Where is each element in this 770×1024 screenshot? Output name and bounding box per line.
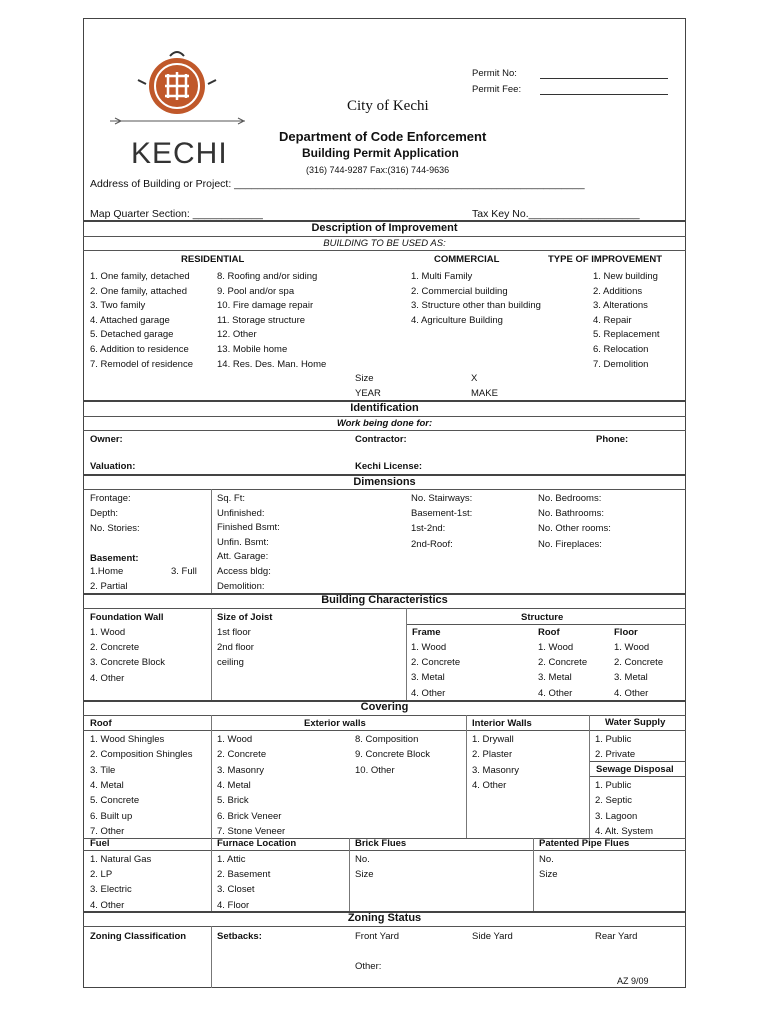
res2-item[interactable]: 14. Res. Des. Man. Home xyxy=(217,358,327,370)
valuation-field[interactable]: Valuation: xyxy=(90,461,136,472)
permit-no-field[interactable] xyxy=(540,78,668,79)
divider xyxy=(466,715,467,839)
rear-yard-field[interactable]: Rear Yard xyxy=(595,931,638,942)
ext1-item[interactable]: 1. Wood xyxy=(217,734,253,745)
permit-fee-field[interactable] xyxy=(540,94,668,95)
divider xyxy=(83,250,686,251)
sroof-item[interactable]: 3. Metal xyxy=(538,672,572,684)
joist-item[interactable]: 2nd floor xyxy=(217,642,254,654)
form-version: AZ 9/09 xyxy=(617,976,649,986)
side-yard-field[interactable]: Side Yard xyxy=(472,931,513,942)
impr-item[interactable]: 1. New building xyxy=(593,271,658,282)
dim2-item[interactable]: Sq. Ft: xyxy=(217,493,245,504)
res2-item[interactable]: 11. Storage structure xyxy=(217,314,306,326)
divider xyxy=(589,761,686,762)
dim1-item[interactable]: Frontage: xyxy=(90,493,131,504)
furnace-header: Furnace Location xyxy=(217,838,297,849)
form-title: Building Permit Application xyxy=(302,146,459,160)
exterior-walls-header: Exterior walls xyxy=(304,718,366,729)
description-title: Description of Improvement xyxy=(311,222,458,234)
dim4-item[interactable]: No. Bedrooms: xyxy=(538,493,602,504)
water-item[interactable]: 2. Private xyxy=(595,749,636,761)
identification-subtitle: Work being done for: xyxy=(336,418,433,429)
impr-item[interactable]: 7. Demolition xyxy=(593,358,649,370)
size-label: Size xyxy=(355,373,374,384)
intw-item[interactable]: 3. Masonry xyxy=(472,764,519,776)
intw-item[interactable]: 4. Other xyxy=(472,779,507,791)
divider xyxy=(83,926,686,927)
dimensions-title: Dimensions xyxy=(353,476,416,488)
roof-structure-header: Roof xyxy=(538,627,560,638)
res1-item[interactable]: 6. Addition to residence xyxy=(90,344,189,355)
divider xyxy=(83,236,686,237)
divider xyxy=(349,838,350,911)
found-item[interactable]: 2. Concrete xyxy=(90,642,140,654)
dim2-item[interactable]: Finished Bsmt: xyxy=(217,522,280,534)
joist-header: Size of Joist xyxy=(217,612,273,623)
basement-full[interactable]: 3. Full xyxy=(171,566,197,577)
sewage-item[interactable]: 3. Lagoon xyxy=(595,810,638,822)
res1-item[interactable]: 3. Two family xyxy=(90,300,146,312)
found-item[interactable]: 1. Wood xyxy=(90,627,126,638)
identification-title: Identification xyxy=(350,402,419,414)
joist-item[interactable]: 1st floor xyxy=(217,627,251,638)
frame-item[interactable]: 4. Other xyxy=(411,687,446,699)
other-field[interactable]: Other: xyxy=(355,961,382,972)
divider xyxy=(533,838,534,911)
dim1-item[interactable]: Depth: xyxy=(90,508,118,520)
divider xyxy=(83,489,686,490)
divider xyxy=(589,776,686,777)
frame-item[interactable]: 3. Metal xyxy=(411,672,445,684)
department-title: Department of Code Enforcement xyxy=(279,129,487,144)
brick-item[interactable]: No. xyxy=(355,854,370,865)
dim4-item[interactable]: No. Other rooms: xyxy=(538,523,611,535)
ext2-item[interactable]: 9. Concrete Block xyxy=(355,749,430,761)
res2-item[interactable]: 13. Mobile home xyxy=(217,344,288,355)
dim2-item[interactable]: Unfinished: xyxy=(217,507,265,519)
res2-item[interactable]: 8. Roofing and/or siding xyxy=(217,271,318,282)
dim3-item[interactable]: 2nd-Roof: xyxy=(411,538,453,550)
sfloor-item[interactable]: 3. Metal xyxy=(614,672,648,684)
res1-item[interactable]: 7. Remodel of residence xyxy=(90,358,193,370)
sewage-item[interactable]: 1. Public xyxy=(595,780,632,791)
res1-item[interactable]: 4. Attached garage xyxy=(90,314,170,326)
ext1-item[interactable]: 2. Concrete xyxy=(217,749,267,761)
ext2-item[interactable]: 10. Other xyxy=(355,764,395,776)
dim3-item[interactable]: 1st-2nd: xyxy=(411,523,446,535)
impr-item[interactable]: 3. Alterations xyxy=(593,300,648,312)
dim2-item[interactable]: Att. Garage: xyxy=(217,551,269,563)
improvement-header: TYPE OF IMPROVEMENT xyxy=(548,254,663,265)
permit-fee-label: Permit Fee: xyxy=(472,84,522,95)
sfloor-item[interactable]: 4. Other xyxy=(614,687,649,699)
comm-item[interactable]: 1. Multi Family xyxy=(411,271,473,282)
res1-item[interactable]: 5. Detached garage xyxy=(90,329,174,341)
croof-item[interactable]: 3. Tile xyxy=(90,764,116,776)
comm-item[interactable]: 4. Agriculture Building xyxy=(411,314,503,326)
sroof-item[interactable]: 2. Concrete xyxy=(538,657,588,669)
make-label: MAKE xyxy=(471,388,498,399)
interior-walls-header: Interior Walls xyxy=(472,718,532,729)
divider xyxy=(211,926,212,988)
tax-key-field[interactable]: Tax Key No.___________________ xyxy=(472,208,640,220)
x-label: X xyxy=(471,373,478,384)
year-label: YEAR xyxy=(355,388,381,399)
sfloor-item[interactable]: 2. Concrete xyxy=(614,657,664,669)
furn-item[interactable]: 2. Basement xyxy=(217,869,271,881)
croof-item[interactable]: 5. Concrete xyxy=(90,795,140,807)
floor-header: Floor xyxy=(614,627,638,638)
dim4-item[interactable]: No. Fireplaces: xyxy=(538,538,602,550)
divider xyxy=(83,608,686,609)
pipe-flues-header: Patented Pipe Flues xyxy=(539,838,630,849)
basement-partial[interactable]: 2. Partial xyxy=(90,581,128,592)
map-quarter-field[interactable]: Map Quarter Section: ____________ xyxy=(90,208,263,220)
res2-item[interactable]: 12. Other xyxy=(217,329,257,341)
ext1-item[interactable]: 5. Brick xyxy=(217,795,249,807)
ext2-item[interactable]: 8. Composition xyxy=(355,734,419,745)
res2-item[interactable]: 10. Fire damage repair xyxy=(217,300,314,312)
ext1-item[interactable]: 3. Masonry xyxy=(217,764,264,776)
sewage-item[interactable]: 2. Septic xyxy=(595,795,632,807)
found-item[interactable]: 4. Other xyxy=(90,672,125,684)
frame-item[interactable]: 1. Wood xyxy=(411,642,447,653)
zoning-classification-field[interactable]: Zoning Classification xyxy=(90,931,187,942)
pipe-item[interactable]: No. xyxy=(539,854,554,865)
foundation-header: Foundation Wall xyxy=(90,612,164,623)
croof-item[interactable]: 7. Other xyxy=(90,825,125,837)
fuelL-item[interactable]: 1. Natural Gas xyxy=(90,854,152,865)
divider xyxy=(211,608,212,700)
impr-item[interactable]: 5. Replacement xyxy=(593,329,660,341)
impr-item[interactable]: 4. Repair xyxy=(593,314,632,326)
intw-item[interactable]: 1. Drywall xyxy=(472,734,514,745)
contractor-field[interactable]: Contractor: xyxy=(355,434,407,445)
front-yard-field[interactable]: Front Yard xyxy=(355,931,400,942)
characteristics-title: Building Characteristics xyxy=(321,594,448,606)
furn-item[interactable]: 4. Floor xyxy=(217,899,250,911)
res1-item[interactable]: 2. One family, attached xyxy=(90,285,187,297)
divider xyxy=(589,715,590,839)
divider xyxy=(211,715,212,839)
sewage-item[interactable]: 4. Alt. System xyxy=(595,825,654,837)
brick-flues-header: Brick Flues xyxy=(355,838,407,849)
kechi-logo-icon xyxy=(110,44,245,126)
divider xyxy=(83,715,686,716)
dim2-item[interactable]: Unfin. Bsmt: xyxy=(217,536,269,548)
croof-item[interactable]: 2. Composition Shingles xyxy=(90,749,193,761)
impr-item[interactable]: 6. Relocation xyxy=(593,344,649,355)
ext1-item[interactable]: 7. Stone Veneer xyxy=(217,825,286,837)
dim3-item[interactable]: Basement-1st: xyxy=(411,508,473,520)
city-name: City of Kechi xyxy=(347,98,429,114)
description-subtitle: BUILDING TO BE USED AS: xyxy=(323,238,446,249)
covering-title: Covering xyxy=(360,701,409,713)
divider xyxy=(83,730,686,731)
divider xyxy=(83,850,686,851)
divider xyxy=(211,489,212,593)
furn-item[interactable]: 3. Closet xyxy=(217,884,255,896)
water-item[interactable]: 1. Public xyxy=(595,734,632,745)
sroof-item[interactable]: 1. Wood xyxy=(538,642,574,653)
roof-covering-header: Roof xyxy=(90,718,112,729)
pipe-item[interactable]: Size xyxy=(539,869,558,881)
sewage-header: Sewage Disposal xyxy=(596,764,674,775)
divider xyxy=(211,838,212,911)
commercial-header: COMMERCIAL xyxy=(434,254,500,265)
brick-item[interactable]: Size xyxy=(355,869,374,881)
ext1-item[interactable]: 6. Brick Veneer xyxy=(217,810,282,822)
owner-field[interactable]: Owner: xyxy=(90,434,123,445)
dim3-item[interactable]: No. Stairways: xyxy=(411,493,473,504)
sroof-item[interactable]: 4. Other xyxy=(538,687,573,699)
found-item[interactable]: 3. Concrete Block xyxy=(90,657,165,669)
intw-item[interactable]: 2. Plaster xyxy=(472,749,513,761)
divider xyxy=(83,430,686,431)
fuelL-item[interactable]: 3. Electric xyxy=(90,884,132,896)
divider xyxy=(406,624,686,625)
logo-wordmark: KECHI xyxy=(131,137,228,170)
frame-item[interactable]: 2. Concrete xyxy=(411,657,461,669)
ext1-item[interactable]: 4. Metal xyxy=(217,779,251,791)
fuelL-item[interactable]: 4. Other xyxy=(90,899,125,911)
res1-item[interactable]: 1. One family, detached xyxy=(90,271,190,282)
divider xyxy=(406,608,407,700)
license-field[interactable]: Kechi License: xyxy=(355,461,423,472)
dim2-item[interactable]: Access bldg: xyxy=(217,566,271,577)
furn-item[interactable]: 1. Attic xyxy=(217,854,246,865)
sfloor-item[interactable]: 1. Wood xyxy=(614,642,650,653)
dim2-item[interactable]: Demolition: xyxy=(217,580,265,592)
comm-item[interactable]: 2. Commercial building xyxy=(411,285,508,297)
basement-home[interactable]: 1.Home xyxy=(90,566,124,577)
address-field[interactable]: Address of Building or Project: ____________________________________________________________ xyxy=(90,178,585,190)
phone-fax: (316) 744-9287 Fax:(316) 744-9636 xyxy=(306,165,450,175)
structure-header: Structure xyxy=(521,612,564,623)
croof-item[interactable]: 4. Metal xyxy=(90,779,124,791)
permit-no-label: Permit No: xyxy=(472,68,517,79)
fuelL-item[interactable]: 2. LP xyxy=(90,869,113,881)
fuel-header: Fuel xyxy=(90,838,110,849)
dim4-item[interactable]: No. Bathrooms: xyxy=(538,508,604,520)
phone-field[interactable]: Phone: xyxy=(596,434,629,445)
residential-header: RESIDENTIAL xyxy=(181,254,245,265)
dim1-item[interactable]: No. Stories: xyxy=(90,523,140,535)
croof-item[interactable]: 1. Wood Shingles xyxy=(90,734,165,745)
joist-item[interactable]: ceiling xyxy=(217,657,244,669)
divider xyxy=(83,416,686,417)
comm-item[interactable]: 3. Structure other than building xyxy=(411,300,541,312)
water-supply-header: Water Supply xyxy=(605,717,666,728)
frame-header: Frame xyxy=(412,627,441,638)
croof-item[interactable]: 6. Built up xyxy=(90,810,133,822)
zoning-title: Zoning Status xyxy=(347,912,422,924)
basement-label: Basement: xyxy=(90,553,139,564)
impr-item[interactable]: 2. Additions xyxy=(593,285,643,297)
res2-item[interactable]: 9. Pool and/or spa xyxy=(217,285,295,297)
setbacks-label: Setbacks: xyxy=(217,931,262,942)
